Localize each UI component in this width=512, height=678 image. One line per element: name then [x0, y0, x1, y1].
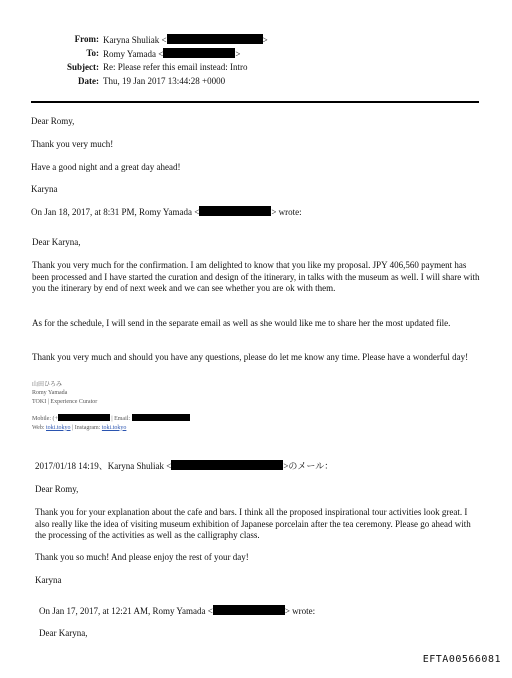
greeting: Dear Karyna, — [39, 628, 88, 638]
signature-title: TOKI | Experience Curator — [32, 398, 98, 405]
signature-name-jp: 山田ひろみ — [32, 382, 63, 388]
redaction-bar — [132, 414, 190, 421]
greeting: Dear Romy, — [31, 116, 75, 126]
date-value: Thu, 19 Jan 2017 13:44:28 +0000 — [103, 76, 226, 87]
paragraph: Thank you very much for the confirmation. I am delighted to know that you like my proposal. JPY 406,560 payment has been processed and I have started the curation and design of the itinerary, in talks with the museum as well. I will share with you the itinerary by end of next week and we can see whether you are ok with them. — [32, 260, 480, 294]
signature-contact: Mobile: (+ | Email: — [32, 414, 190, 423]
signature-name: Karyna — [35, 575, 62, 585]
from-label: From: — [74, 34, 99, 45]
subject-value: Re: Please refer this email instead: Intro — [103, 62, 248, 73]
quote-intro: On Jan 18, 2017, at 8:31 PM, Romy Yamada < > wrote: — [31, 207, 302, 217]
redaction-bar — [163, 48, 235, 58]
paragraph: Thank you for your explanation about the cafe and bars. I think all the proposed inspirational tour activities look great. I also really like the idea of visiting museum exhibition of Japanese porcelain after the tea ceremony. Please go ahead with the processing of the activities as well as the calligraphy class. — [35, 507, 471, 541]
signature-web: Web: toki.tokyo | Instagram: toki.tokyo — [32, 424, 127, 431]
subject-label: Subject: — [67, 62, 99, 73]
date-row — [0, 75, 512, 89]
paragraph: As for the schedule, I will send in the separate email as well as she would like me to share her the most updated file. — [32, 318, 451, 328]
redaction-bar — [171, 460, 283, 470]
subject-row — [0, 61, 512, 75]
signature-name: Romy Yamada — [32, 390, 68, 397]
redaction-bar — [167, 34, 263, 44]
redaction-bar — [213, 605, 285, 615]
to-row: To: Romy Yamada < > — [0, 47, 512, 61]
email-signature — [32, 381, 190, 432]
instagram-link[interactable]: toki.tokyo — [101, 424, 127, 431]
email-header — [0, 33, 512, 89]
body-line: Thank you very much! — [31, 139, 114, 149]
document-id: EFTA00566081 — [422, 654, 501, 665]
paragraph: Thank you very much and should you have any questions, please do let me know any time. Please have a wonderful day! — [32, 352, 469, 362]
to-value: Romy Yamada < — [103, 48, 164, 59]
signature-name: Karyna — [31, 184, 58, 194]
body-line: Have a good night and a great day ahead! — [31, 162, 181, 172]
quote-intro: On Jan 17, 2017, at 12:21 AM, Romy Yamada < > wrote: — [39, 606, 316, 616]
paragraph: Thank you so much! And please enjoy the rest of your day! — [35, 552, 249, 562]
date-label: Date: — [78, 76, 99, 87]
redaction-bar — [58, 414, 110, 421]
greeting: Dear Karyna, — [32, 237, 81, 247]
quote-intro: 2017/01/18 14:19、Karyna Shuliak < >のメール： — [35, 461, 334, 471]
from-row: From: Karyna Shuliak < > — [0, 33, 512, 47]
greeting: Dear Romy, — [35, 484, 79, 494]
header-divider — [31, 101, 479, 103]
to-label: To: — [86, 48, 99, 59]
website-link[interactable]: toki.tokyo — [46, 424, 71, 431]
redaction-bar — [199, 206, 271, 216]
from-value: Karyna Shuliak < — [103, 34, 167, 45]
